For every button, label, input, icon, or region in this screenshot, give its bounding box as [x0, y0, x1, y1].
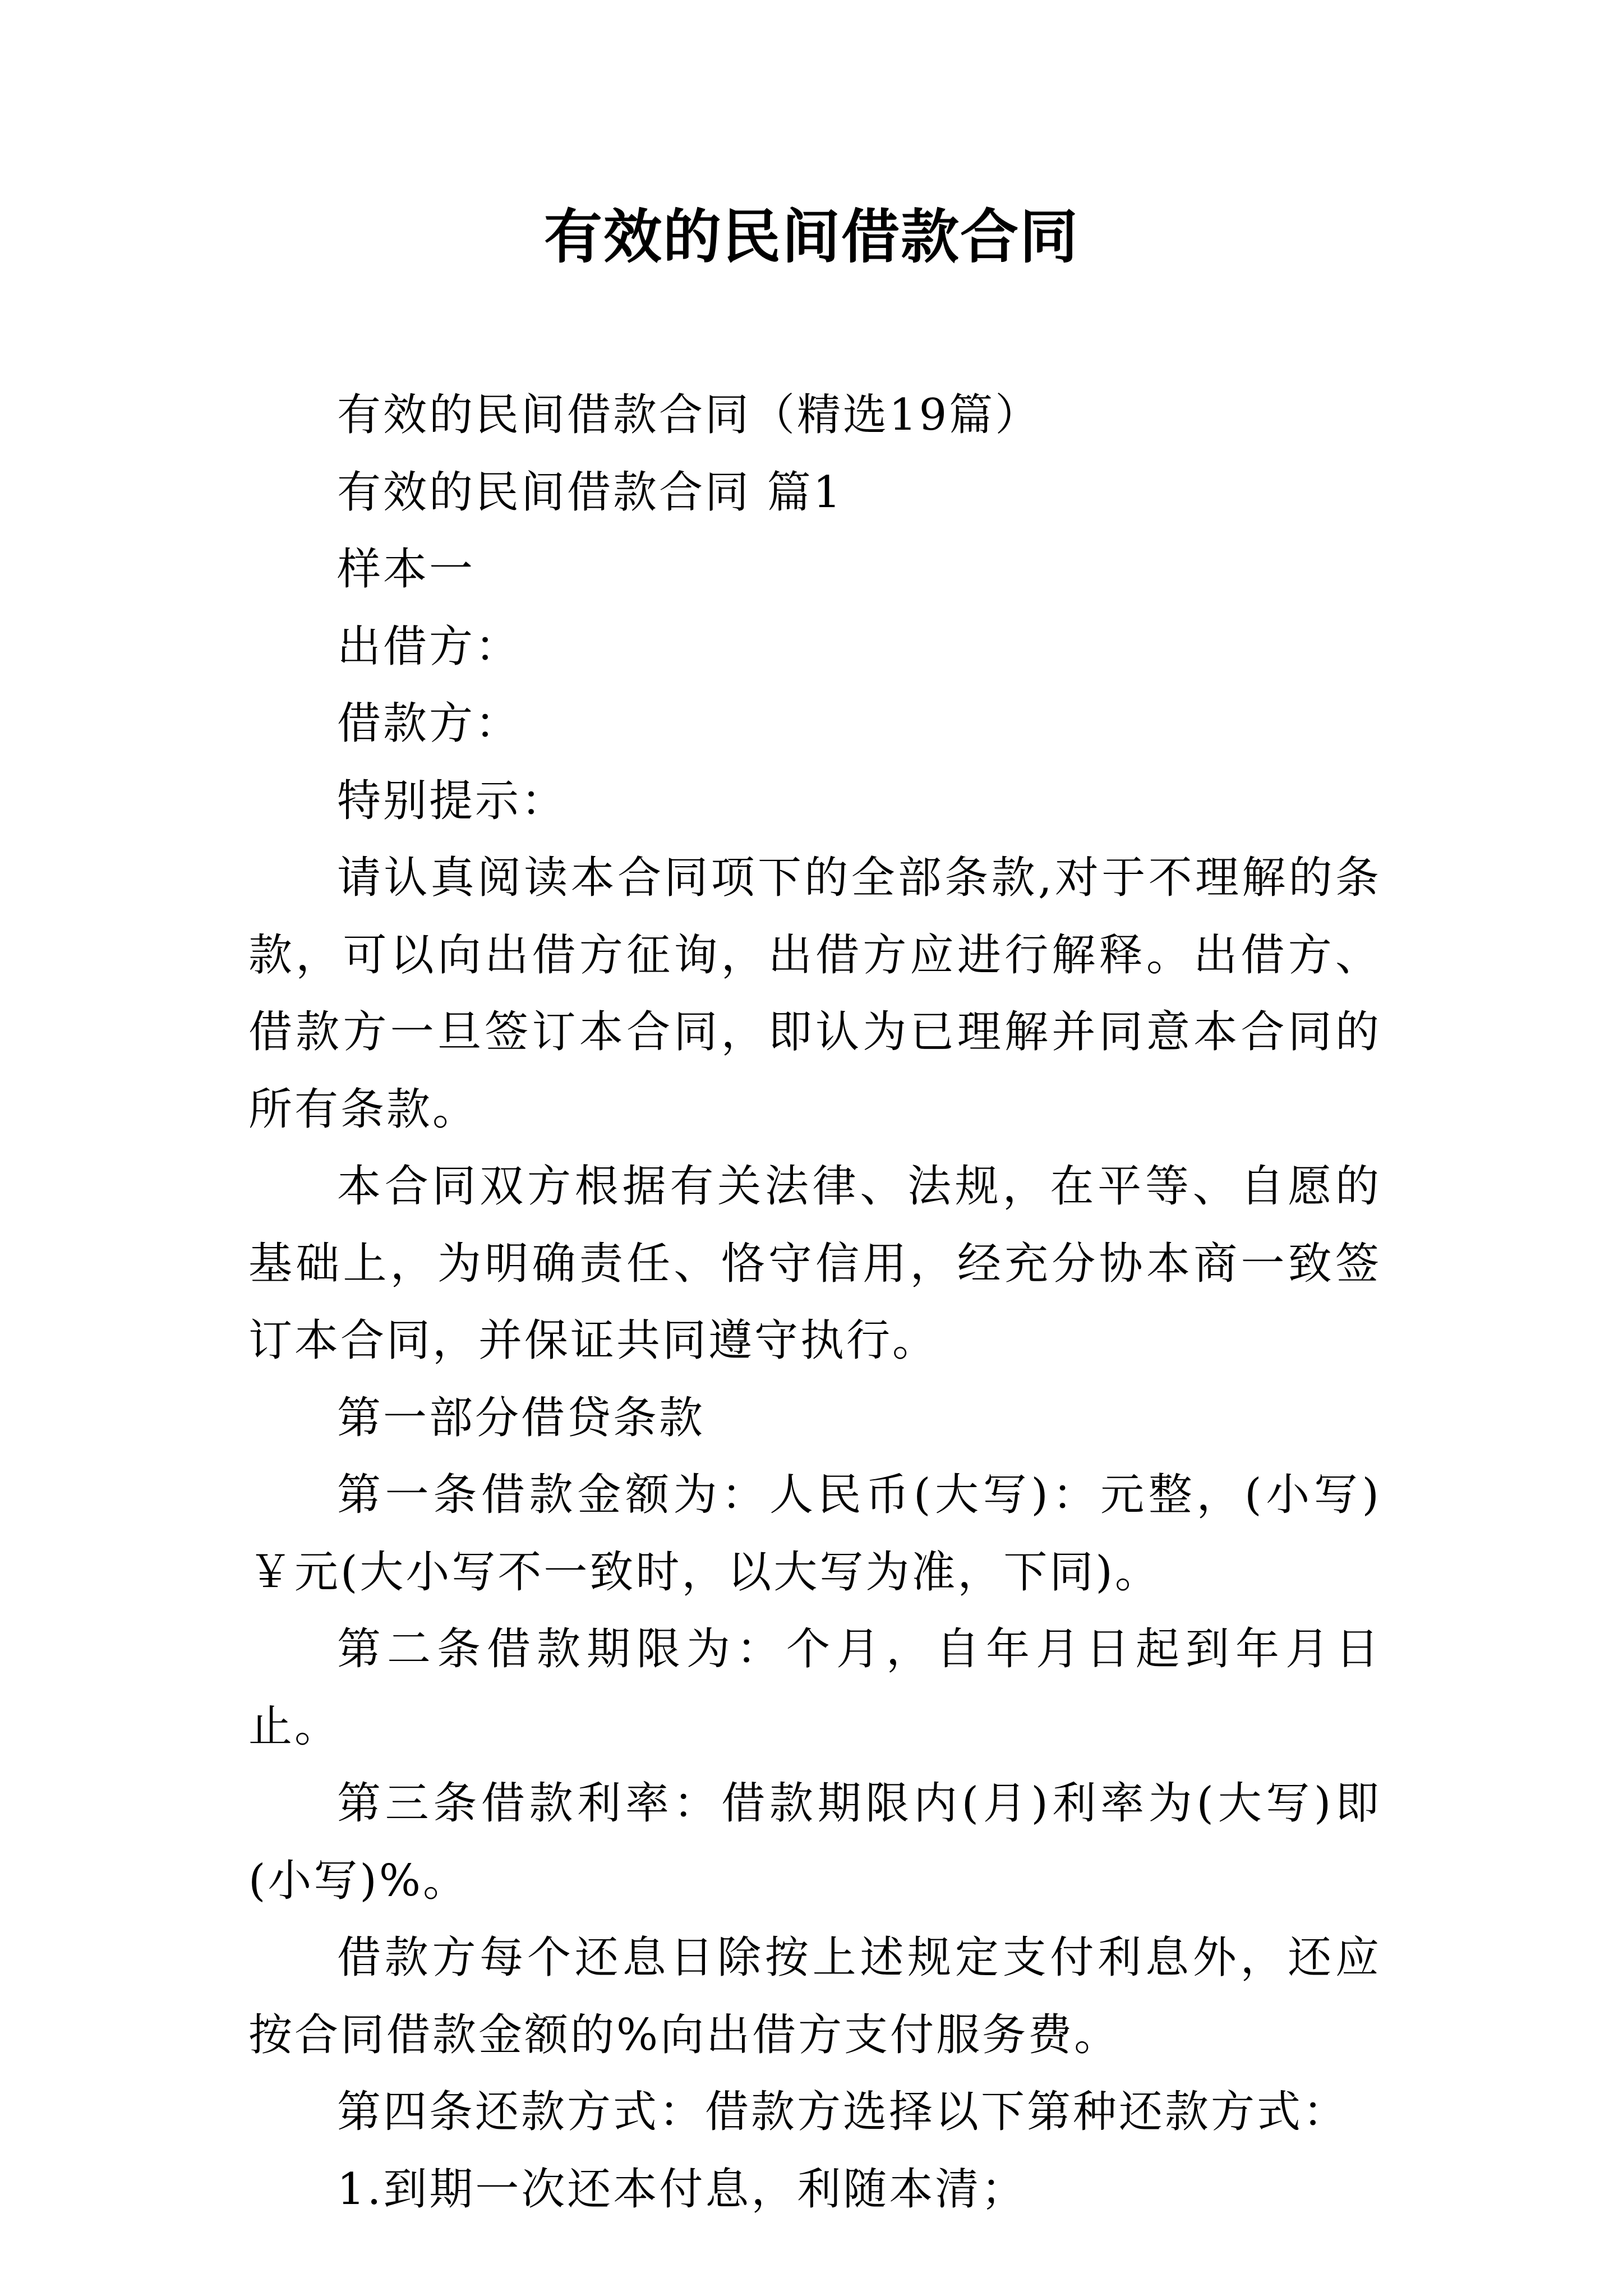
paragraph: 第三条借款利率：借款期限内(月)利率为(大写)即(小写)%。	[248, 1778, 1381, 1906]
paragraph: 有效的民间借款合同（精选19篇）	[337, 390, 1041, 440]
document-body	[248, 377, 1381, 2228]
paragraph: 借款方每个还息日除按上述规定支付利息外，还应按合同借款金额的%向出借方支付服务费。	[248, 1932, 1381, 2060]
paragraph: 1.到期一次还本付息，利随本清；	[337, 2164, 1027, 2215]
paragraph: 借款方：	[337, 698, 522, 749]
document-title: 有效的民间借款合同	[543, 202, 1079, 271]
paragraph: 出借方：	[337, 621, 522, 672]
paragraph: 有效的民间借款合同 篇1	[337, 467, 843, 518]
paragraph: 第四条还款方式：借款方选择以下第种还款方式：	[337, 2087, 1349, 2137]
paragraph: 请认真阅读本合同项下的全部条款,对于不理解的条款，可以向出借方征询，出借方应进行解释。出借方、借款方一旦签订本合同，即认为已理解并同意本合同的所有条款。	[248, 853, 1381, 1135]
paragraph: 样本一	[337, 544, 476, 595]
paragraph: 特别提示：	[337, 775, 568, 826]
paragraph: 第一条借款金额为：人民币(大写)：元整，(小写)￥元(大小写不一致时，以大写为准，下同)。	[248, 1470, 1381, 1598]
paragraph: 第二条借款期限为：个月，自年月日起到年月日止。	[248, 1624, 1381, 1752]
paragraph: 本合同双方根据有关法律、法规，在平等、自愿的基础上，为明确责任、恪守信用，经充分协本商一致签订本合同，并保证共同遵守执行。	[248, 1161, 1381, 1366]
paragraph: 第一部分借贷条款	[337, 1392, 706, 1443]
